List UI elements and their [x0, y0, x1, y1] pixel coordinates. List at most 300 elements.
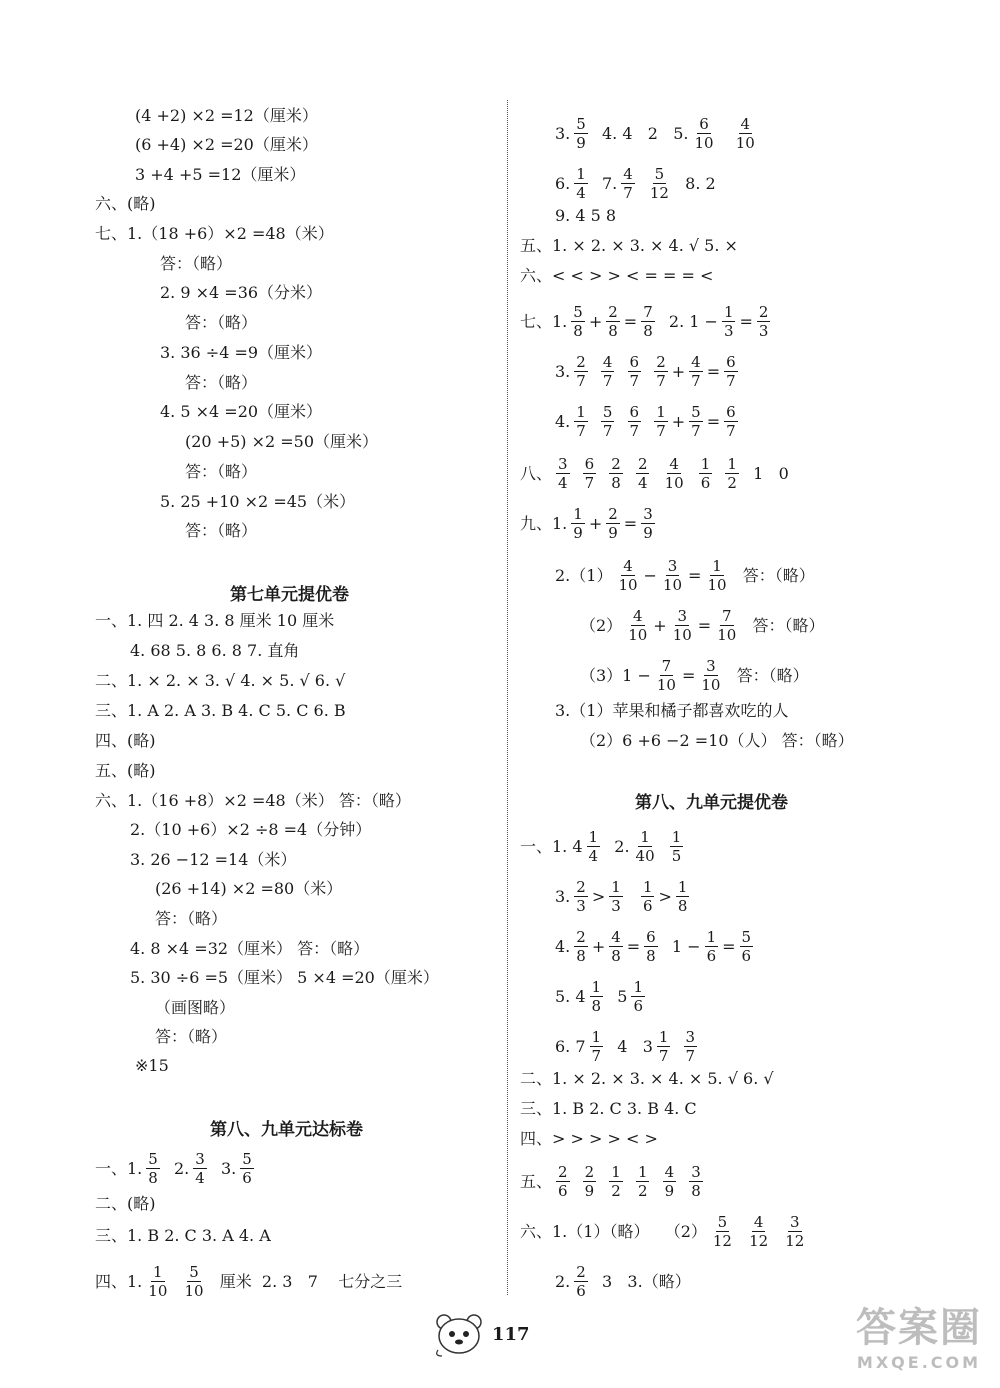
answer-text: 8. 2 [674, 173, 716, 193]
answer-text: 6. 7 [555, 1036, 586, 1056]
fraction-numerator: 1 [591, 1028, 602, 1046]
fraction [628, 353, 642, 390]
fraction-numerator: 2 [656, 353, 666, 371]
answer-text: 一、1. [95, 1158, 143, 1178]
fraction-numerator: 1 [712, 557, 722, 575]
fraction [634, 828, 657, 865]
watermark-logo: 答案圈 MXQE.COM [856, 1305, 982, 1372]
bear-mascot-icon [430, 1310, 488, 1358]
fraction-denominator: 8 [643, 322, 653, 340]
fraction [663, 455, 686, 492]
fraction-numerator: 5 [189, 1263, 199, 1281]
answer-text: − [643, 565, 657, 585]
fraction-denominator: 8 [646, 947, 656, 965]
fraction [571, 303, 585, 340]
answer-line [520, 828, 687, 865]
fraction-numerator: 1 [591, 978, 602, 996]
fraction [757, 303, 771, 340]
fraction [689, 353, 703, 390]
fraction [609, 928, 623, 965]
fraction [616, 557, 639, 594]
fraction [711, 1213, 734, 1250]
answer-line [555, 878, 693, 915]
answer-line: 五、1. × 2. × 3. × 4. √ 5. × [520, 236, 738, 255]
fraction-denominator: 2 [637, 1182, 648, 1200]
fraction-numerator: 7 [643, 303, 653, 321]
fraction-denominator: 10 [735, 134, 755, 152]
fraction-denominator: 10 [662, 576, 683, 594]
answer-text: = [697, 615, 712, 635]
answer-text: 3. [555, 123, 571, 143]
fraction-denominator: 3 [576, 897, 586, 915]
fraction [641, 505, 655, 542]
fraction-denominator: 10 [184, 1282, 204, 1300]
answer-line: 一、1. 四 2. 4 3. 8 厘米 10 厘米 [95, 611, 335, 630]
fraction [705, 557, 728, 594]
answer-line: 5. 25 +10 ×2 =45（米） [160, 492, 356, 511]
fraction [689, 1163, 703, 1200]
answer-text: = [681, 665, 696, 685]
answer-text: 6. [555, 173, 571, 193]
fraction-denominator: 7 [576, 422, 586, 440]
fraction [722, 303, 736, 340]
fraction [734, 115, 757, 152]
answer-line: 9. 4 5 8 [555, 206, 617, 225]
answer-line: 答：（略） [185, 373, 258, 392]
fraction-numerator: 2 [608, 505, 618, 523]
answer-text [574, 463, 579, 485]
answer-text [627, 1171, 632, 1193]
fraction-denominator: 6 [633, 997, 643, 1015]
answer-text: 2. [555, 1271, 571, 1291]
fraction-denominator: 10 [701, 676, 721, 694]
fraction-denominator: 4 [588, 847, 599, 865]
fraction [628, 403, 642, 440]
answer-line: 4. 68 5. 8 6. 8 7. 直角 [130, 641, 300, 660]
fraction-numerator: 6 [726, 353, 736, 371]
fraction [663, 1163, 677, 1200]
fraction-denominator: 7 [656, 372, 666, 390]
fraction [609, 878, 623, 915]
fraction-numerator: 1 [611, 878, 621, 896]
fraction [724, 353, 738, 390]
fraction-numerator: 3 [685, 1028, 696, 1046]
fraction-numerator: 6 [726, 403, 736, 421]
fraction-numerator: 5 [573, 303, 583, 321]
fraction [655, 657, 678, 694]
answer-line [580, 607, 824, 644]
fraction [556, 455, 570, 492]
answer-line: (6 +4) ×2 =20（厘米） [135, 135, 318, 154]
answer-text: 4 3 [607, 1036, 653, 1056]
answer-text [574, 1171, 579, 1193]
fraction-numerator: 6 [699, 115, 709, 133]
fraction-denominator: 10 [694, 134, 714, 152]
fraction [193, 1150, 207, 1187]
answer-text: 七、1. [520, 311, 568, 331]
fraction-denominator: 7 [576, 372, 586, 390]
fraction [626, 607, 649, 644]
fraction [724, 403, 738, 440]
answer-line [555, 1028, 701, 1065]
fraction-denominator: 6 [741, 947, 752, 965]
fraction-numerator: 1 [640, 828, 650, 846]
answer-line: 答：（略） [185, 521, 258, 540]
fraction [636, 455, 650, 492]
fraction-numerator: 5 [242, 1150, 252, 1168]
fraction-numerator: 5 [576, 115, 586, 133]
fraction-denominator: 3 [758, 322, 769, 340]
fraction-denominator: 9 [643, 524, 653, 542]
fraction-numerator: 1 [671, 828, 682, 846]
fraction [671, 607, 694, 644]
fraction [657, 1028, 671, 1065]
answer-line: 3 +4 +5 =12（厘米） [135, 165, 306, 184]
answer-line: (26 +14) ×2 =80（米） [155, 879, 343, 898]
fraction-numerator: 1 [642, 878, 653, 896]
answer-text: 3. [555, 361, 571, 381]
fraction-numerator: 5 [741, 928, 752, 946]
fraction [692, 115, 715, 152]
answer-text [645, 361, 650, 383]
fraction-denominator: 7 [591, 1047, 602, 1065]
answer-line: 四、> > > > < > [520, 1129, 658, 1148]
answer-line [95, 1263, 402, 1300]
answer-text [674, 1036, 679, 1058]
page-footer [430, 1310, 530, 1358]
fraction-denominator: 7 [691, 372, 701, 390]
answer-text [639, 173, 644, 195]
fraction [609, 1163, 623, 1200]
answer-text: = [706, 411, 721, 431]
fraction [621, 165, 635, 202]
fraction-numerator: 2 [576, 1263, 586, 1281]
answer-text [173, 1271, 178, 1293]
fraction-numerator: 4 [623, 165, 633, 183]
answer-line [520, 1213, 810, 1250]
answer-line: 六、< < > > < = = = < [520, 266, 714, 285]
answer-text: 厘米 2. 3 7 七分之三 [209, 1271, 403, 1291]
answer-line [555, 403, 742, 440]
answer-text [738, 1221, 743, 1243]
answer-text [618, 411, 623, 433]
fraction [574, 403, 588, 440]
fraction [636, 1163, 650, 1200]
answer-text: 4. [555, 936, 571, 956]
answer-line: 二、1. × 2. × 3. √ 4. × 5. √ 6. √ [95, 671, 346, 690]
fraction [601, 403, 615, 440]
fraction-denominator: 7 [584, 474, 595, 492]
fraction-numerator: 5 [654, 165, 665, 183]
section-title: 第七单元提优卷 [230, 585, 349, 605]
fraction [699, 657, 722, 694]
column-divider [507, 100, 508, 1295]
answer-text [653, 463, 658, 485]
fraction [670, 828, 684, 865]
fraction [715, 607, 738, 644]
fraction [574, 165, 588, 202]
answer-text: 四、1. [95, 1271, 143, 1291]
answer-text: + [591, 936, 606, 956]
fraction-denominator: 7 [726, 422, 736, 440]
answer-text [774, 1221, 779, 1243]
fraction-denominator: 8 [591, 997, 602, 1015]
fraction [747, 1213, 770, 1250]
fraction [609, 455, 623, 492]
fraction-denominator: 8 [573, 322, 583, 340]
answer-text: = [739, 311, 753, 331]
fraction-denominator: 8 [691, 1182, 701, 1200]
answer-text: 八、 [520, 463, 553, 483]
fraction-denominator: 2 [611, 1182, 621, 1200]
fraction-denominator: 7 [623, 184, 633, 202]
fraction-denominator: 7 [602, 372, 613, 390]
answer-text: 3. [555, 886, 571, 906]
fraction-denominator: 8 [608, 322, 618, 340]
fraction-denominator: 9 [608, 524, 618, 542]
fraction-denominator: 3 [611, 897, 621, 915]
fraction-numerator: 1 [656, 403, 666, 421]
fraction-numerator: 2 [637, 455, 648, 473]
answer-text: > [591, 886, 606, 906]
fraction-numerator: 6 [629, 353, 640, 371]
fraction-denominator: 7 [602, 422, 613, 440]
answer-text: 五、 [520, 1171, 553, 1191]
answer-text [720, 123, 730, 145]
answer-text: = [722, 936, 736, 956]
fraction-denominator: 10 [628, 626, 648, 644]
fraction-numerator: 1 [611, 1163, 621, 1181]
section-title: 第八、九单元提优卷 [635, 793, 788, 813]
answer-line: 三、1. A 2. A 3. B 4. C 5. C 6. B [95, 701, 346, 720]
fraction-denominator: 4 [576, 184, 586, 202]
fraction-denominator: 9 [573, 524, 583, 542]
fraction-denominator: 10 [717, 626, 737, 644]
answer-text [600, 463, 605, 485]
fraction-denominator: 40 [635, 847, 655, 865]
fraction-denominator: 10 [656, 676, 676, 694]
fraction [699, 455, 713, 492]
fraction-denominator: 9 [576, 134, 586, 152]
fraction-denominator: 10 [618, 576, 638, 594]
answer-text: 一、1. 4 [520, 836, 583, 856]
fraction [146, 1150, 160, 1187]
fraction-denominator: 2 [727, 474, 737, 492]
fraction-denominator: 10 [672, 626, 692, 644]
fraction-denominator: 6 [242, 1169, 252, 1187]
fraction [601, 353, 615, 390]
answer-line [555, 928, 757, 965]
answer-line: 答：（略） [160, 254, 233, 273]
answer-text [645, 411, 650, 433]
page-number: 117 [492, 1323, 530, 1345]
answer-line: 答：（略） [185, 462, 258, 481]
answer-text: 2. [163, 1158, 190, 1178]
fraction-numerator: 7 [661, 657, 672, 675]
fraction-numerator: 4 [740, 115, 751, 133]
fraction-numerator: 6 [629, 403, 640, 421]
answer-text: 5 [607, 986, 628, 1006]
fraction-numerator: 3 [691, 1163, 701, 1181]
answer-text [600, 1171, 605, 1193]
fraction-numerator: 2 [558, 1163, 568, 1181]
fraction-denominator: 7 [691, 422, 701, 440]
answer-line [555, 557, 815, 594]
answer-line: 3. 26 −12 =14（米） [130, 850, 297, 869]
fraction-numerator: 3 [667, 557, 678, 575]
answer-line: 3. 36 ÷4 =9（厘米） [160, 343, 323, 362]
answer-text: 九、1. [520, 513, 568, 533]
fraction-denominator: 10 [707, 576, 727, 594]
answer-text: 2. 1 − [658, 311, 718, 331]
answer-line: 五、(略) [95, 761, 156, 780]
answer-text: > [658, 886, 672, 906]
fraction [583, 1163, 597, 1200]
answer-text [627, 463, 632, 485]
answer-text [627, 886, 637, 908]
fraction-numerator: 4 [753, 1213, 764, 1231]
fraction [740, 928, 754, 965]
fraction-numerator: 1 [706, 928, 717, 946]
fraction-numerator: 1 [576, 403, 586, 421]
answer-text [653, 1171, 658, 1193]
fraction-numerator: 2 [584, 1163, 595, 1181]
fraction-numerator: 7 [721, 607, 732, 625]
fraction-denominator: 7 [658, 1047, 669, 1065]
fraction-numerator: 1 [637, 1163, 648, 1181]
answer-line: 四、(略) [95, 731, 156, 750]
answer-text: = [688, 565, 702, 585]
fraction [590, 978, 604, 1015]
answer-line: 2.（10 +6）×2 ÷8 =4（分钟） [130, 820, 372, 839]
fraction-denominator: 7 [656, 422, 666, 440]
fraction-numerator: 4 [669, 455, 679, 473]
answer-text: + [671, 411, 686, 431]
fraction-numerator: 3 [558, 455, 568, 473]
answer-text: = [626, 936, 641, 956]
answer-text: 六、1.（1）（略） （2） [520, 1221, 707, 1241]
answer-line [520, 1163, 707, 1200]
fraction [648, 165, 671, 202]
fraction [725, 455, 739, 492]
answer-line [520, 455, 789, 492]
fraction-denominator: 6 [706, 947, 717, 965]
fraction-numerator: 4 [691, 353, 701, 371]
fraction-numerator: 1 [588, 828, 599, 846]
fraction-numerator: 4 [664, 1163, 675, 1181]
fraction [631, 978, 645, 1015]
fraction-denominator: 8 [148, 1169, 158, 1187]
answer-text: 1 0 [742, 463, 789, 483]
fraction [240, 1150, 254, 1187]
fraction-denominator: 8 [611, 474, 621, 492]
answer-line [555, 115, 761, 152]
fraction [641, 303, 655, 340]
fraction-denominator: 12 [785, 1232, 805, 1250]
answer-text [592, 411, 597, 433]
fraction-numerator: 4 [602, 353, 613, 371]
fraction-denominator: 7 [629, 422, 640, 440]
answer-text: 3 3.（略） [591, 1271, 691, 1291]
answer-line [555, 978, 649, 1015]
answer-text [680, 1171, 685, 1193]
fraction [574, 928, 588, 965]
answer-line: （画图略） [155, 998, 236, 1017]
fraction-numerator: 3 [677, 607, 687, 625]
answer-text: （3）1 − [580, 665, 651, 685]
answer-text: + [671, 361, 686, 381]
fraction-numerator: 2 [611, 455, 621, 473]
fraction-numerator: 1 [153, 1263, 163, 1281]
fraction [571, 505, 585, 542]
answer-text [716, 463, 721, 485]
fraction [654, 353, 668, 390]
fraction-denominator: 3 [723, 322, 734, 340]
fraction-denominator: 6 [642, 897, 653, 915]
fraction [182, 1263, 205, 1300]
fraction-numerator: 2 [576, 928, 586, 946]
fraction [590, 1028, 604, 1065]
fraction-denominator: 6 [576, 1282, 586, 1300]
fraction-numerator: 5 [148, 1150, 158, 1168]
fraction-numerator: 5 [717, 1213, 728, 1231]
fraction-numerator: 1 [658, 1028, 669, 1046]
fraction-denominator: 7 [685, 1047, 696, 1065]
answer-text: + [588, 513, 603, 533]
fraction-numerator: 3 [195, 1150, 205, 1168]
fraction-denominator: 10 [148, 1282, 168, 1300]
fraction [574, 1263, 588, 1300]
fraction-numerator: 1 [633, 978, 643, 996]
fraction-denominator: 8 [611, 947, 621, 965]
answer-line [520, 505, 659, 542]
answer-text: 1 − [661, 936, 701, 956]
fraction-numerator: 4 [632, 607, 643, 625]
fraction-numerator: 3 [790, 1213, 800, 1231]
fraction-denominator: 12 [712, 1232, 732, 1250]
answer-text: = [623, 311, 638, 331]
fraction [684, 1028, 698, 1065]
answer-line: 七、1.（18 +6）×2 =48（米） [95, 224, 334, 243]
fraction-numerator: 1 [727, 455, 737, 473]
fraction-numerator: 6 [584, 455, 595, 473]
answer-text: + [653, 615, 667, 635]
answer-line: 六、(略) [95, 194, 156, 213]
answer-line: 二、1. × 2. × 3. × 4. × 5. √ 6. √ [520, 1069, 774, 1088]
fraction [574, 115, 588, 152]
fraction-denominator: 12 [749, 1232, 769, 1250]
answer-line: （2）6 +6 −2 =10（人） 答：（略） [580, 731, 854, 750]
answer-line: 2. 9 ×4 =36（分米） [160, 283, 323, 302]
answer-line [555, 1263, 691, 1300]
fraction-denominator: 8 [677, 897, 688, 915]
fraction-numerator: 2 [608, 303, 618, 321]
fraction-denominator: 8 [576, 947, 586, 965]
fraction-numerator: 3 [706, 657, 716, 675]
answer-text: 答：（略） [742, 615, 825, 635]
section-title: 第八、九单元达标卷 [210, 1120, 363, 1140]
answer-text: 2. [604, 836, 630, 856]
fraction-numerator: 1 [723, 303, 734, 321]
answer-line: 4. 5 ×4 =20（厘米） [160, 402, 323, 421]
answer-line: ※15 [135, 1056, 169, 1075]
fraction-numerator: 6 [646, 928, 656, 946]
fraction-denominator: 4 [637, 474, 648, 492]
fraction-numerator: 4 [611, 928, 621, 946]
fraction-denominator: 7 [629, 372, 640, 390]
answer-line: 5. 30 ÷6 =5（厘米） 5 ×4 =20（厘米） [130, 968, 439, 987]
fraction-numerator: 2 [576, 353, 586, 371]
